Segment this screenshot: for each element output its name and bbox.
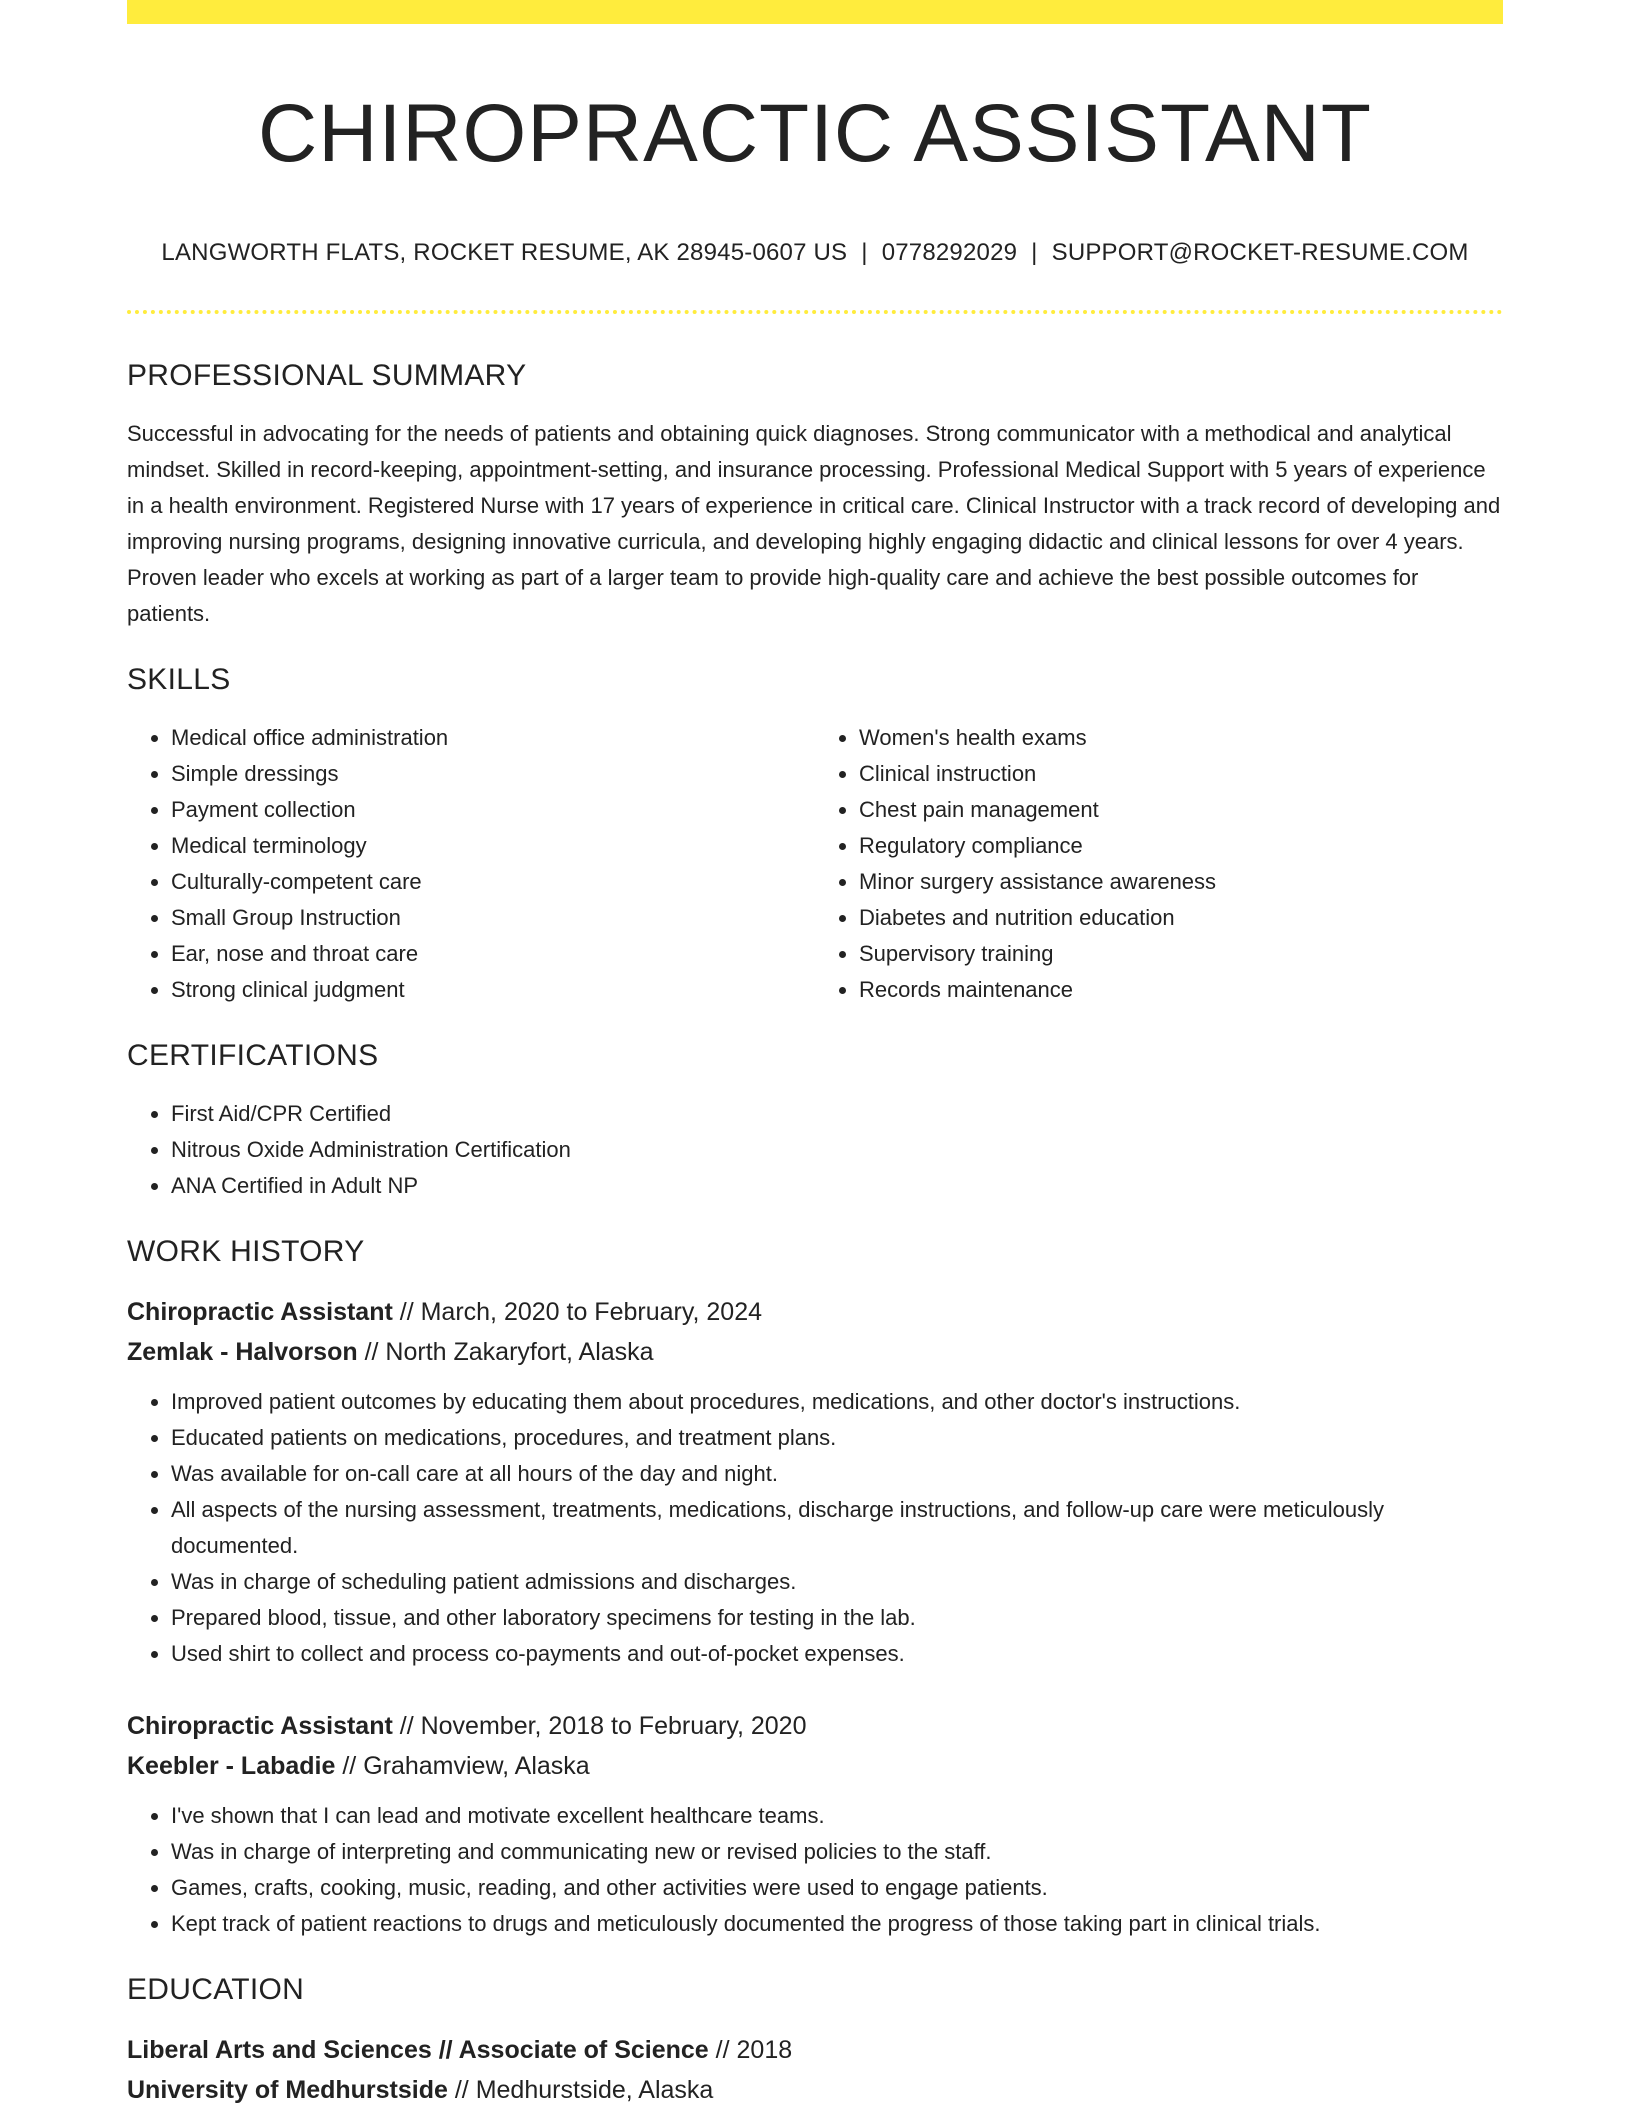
contact-address: LANGWORTH FLATS, ROCKET RESUME, AK 28945-0607 US	[161, 239, 848, 266]
contact-separator: |	[861, 239, 868, 266]
job-duty-item: • Was in charge of scheduling patient admissions and discharges.	[171, 1564, 1503, 1600]
education-heading: EDUCATION	[127, 1973, 305, 2006]
certifications-heading: CERTIFICATIONS	[127, 1039, 379, 1072]
skill-item: • Medical terminology	[171, 828, 815, 864]
job-duty-item: • I've shown that I can lead and motivate excellent healthcare teams.	[171, 1798, 1503, 1834]
dotted-divider	[127, 310, 1503, 314]
resume-page	[127, 0, 1503, 2110]
skill-item: • Minor surgery assistance awareness	[859, 864, 1503, 900]
skill-item: • Medical office administration	[171, 720, 815, 756]
skills-columns	[127, 720, 1503, 1008]
job-duties-list	[127, 1798, 1503, 1942]
job-company-line	[127, 1332, 1503, 1372]
certification-item: • Nitrous Oxide Administration Certification	[171, 1132, 1503, 1168]
accent-bar	[127, 0, 1503, 24]
skill-item: • Clinical instruction	[859, 756, 1503, 792]
education-school-line	[127, 2070, 1503, 2110]
job-title-line	[127, 1706, 1503, 1746]
skill-item: • Simple dressings	[171, 756, 815, 792]
skill-item: • Women's health exams	[859, 720, 1503, 756]
skill-item: • Chest pain management	[859, 792, 1503, 828]
skill-item: • Diabetes and nutrition education	[859, 900, 1503, 936]
job-duty-item: • Used shirt to collect and process co-payments and out-of-pocket expenses.	[171, 1636, 1503, 1672]
job-dates: // March, 2020 to February, 2024	[399, 1298, 762, 1326]
contact-phone: 0778292029	[881, 239, 1018, 266]
skill-item: • Payment collection	[171, 792, 815, 828]
job-duty-item: • Prepared blood, tissue, and other laboratory specimens for testing in the lab.	[171, 1600, 1503, 1636]
skills-list-left	[127, 720, 815, 1008]
skills-heading: SKILLS	[127, 663, 231, 696]
job-duty-item: • Games, crafts, cooking, music, reading, and other activities were used to engage patients.	[171, 1870, 1503, 1906]
contact-separator: |	[1031, 239, 1038, 266]
job-title-line	[127, 1292, 1503, 1332]
job-title: Chiropractic Assistant	[127, 1712, 393, 1740]
education-year: // 2018	[715, 2036, 793, 2064]
education-entry	[127, 2030, 1503, 2110]
certification-item: • First Aid/CPR Certified	[171, 1096, 1503, 1132]
skill-item: • Ear, nose and throat care	[171, 936, 815, 972]
skill-item: • Strong clinical judgment	[171, 972, 815, 1008]
job-duty-item: • Kept track of patient reactions to drugs and meticulously documented the progress of those taking part in clinical trials.	[171, 1906, 1503, 1942]
education-school: University of Medhurstside	[127, 2076, 448, 2104]
skill-item: • Regulatory compliance	[859, 828, 1503, 864]
job-company-line	[127, 1746, 1503, 1786]
skill-item: • Supervisory training	[859, 936, 1503, 972]
job-duty-item: • All aspects of the nursing assessment, treatments, medications, discharge instructions, and follow-up care were meticulously documented.	[171, 1492, 1503, 1564]
job-duty-item: • Improved patient outcomes by educating them about procedures, medications, and other doctor's instructions.	[171, 1384, 1503, 1420]
job-location: // Grahamview, Alaska	[342, 1752, 590, 1780]
skill-item: • Culturally-competent care	[171, 864, 815, 900]
page-title: CHIROPRACTIC ASSISTANT	[258, 88, 1372, 179]
education-location: // Medhurstside, Alaska	[454, 2076, 714, 2104]
job-duty-item: • Was available for on-call care at all hours of the day and night.	[171, 1456, 1503, 1492]
contact-email: SUPPORT@ROCKET-RESUME.COM	[1051, 239, 1469, 266]
education-degree-line	[127, 2030, 1503, 2070]
education-degree: Liberal Arts and Sciences // Associate of Science	[127, 2036, 709, 2064]
job-company: Zemlak - Halvorson	[127, 1338, 358, 1366]
summary-heading: PROFESSIONAL SUMMARY	[127, 359, 527, 392]
certification-item: • ANA Certified in Adult NP	[171, 1168, 1503, 1204]
job-duty-item: • Was in charge of interpreting and communicating new or revised policies to the staff.	[171, 1834, 1503, 1870]
summary-text: Successful in advocating for the needs of patients and obtaining quick diagnoses. Strong communicator with a methodical and analytical mindset. Skilled in record-keeping, appointment-setting, and insurance processing. Professional Medical Support with 5 years of experience in a health environment. Registered Nurse with 17 years of experience in critical care. Clinical Instructor with a track record of developing and improving nursing programs, designing innovative curricula, and developing highly engaging didactic and clinical lessons for over 4 years. Proven leader who excels at working as part of a larger team to provide high-quality care and achieve the best possible outcomes for patients.	[127, 421, 1501, 626]
skill-item: • Records maintenance	[859, 972, 1503, 1008]
job-duty-item: • Educated patients on medications, procedures, and treatment plans.	[171, 1420, 1503, 1456]
skills-list-right	[815, 720, 1503, 1008]
certifications-list	[127, 1096, 1503, 1204]
job-company: Keebler - Labadie	[127, 1752, 336, 1780]
job-location: // North Zakaryfort, Alaska	[364, 1338, 654, 1366]
job-entry	[127, 1706, 1503, 1942]
job-duties-list	[127, 1384, 1503, 1672]
job-title: Chiropractic Assistant	[127, 1298, 393, 1326]
job-dates: // November, 2018 to February, 2020	[399, 1712, 807, 1740]
contact-line	[127, 238, 1503, 268]
job-entry	[127, 1292, 1503, 1672]
work-history-heading: WORK HISTORY	[127, 1235, 365, 1268]
skill-item: • Small Group Instruction	[171, 900, 815, 936]
